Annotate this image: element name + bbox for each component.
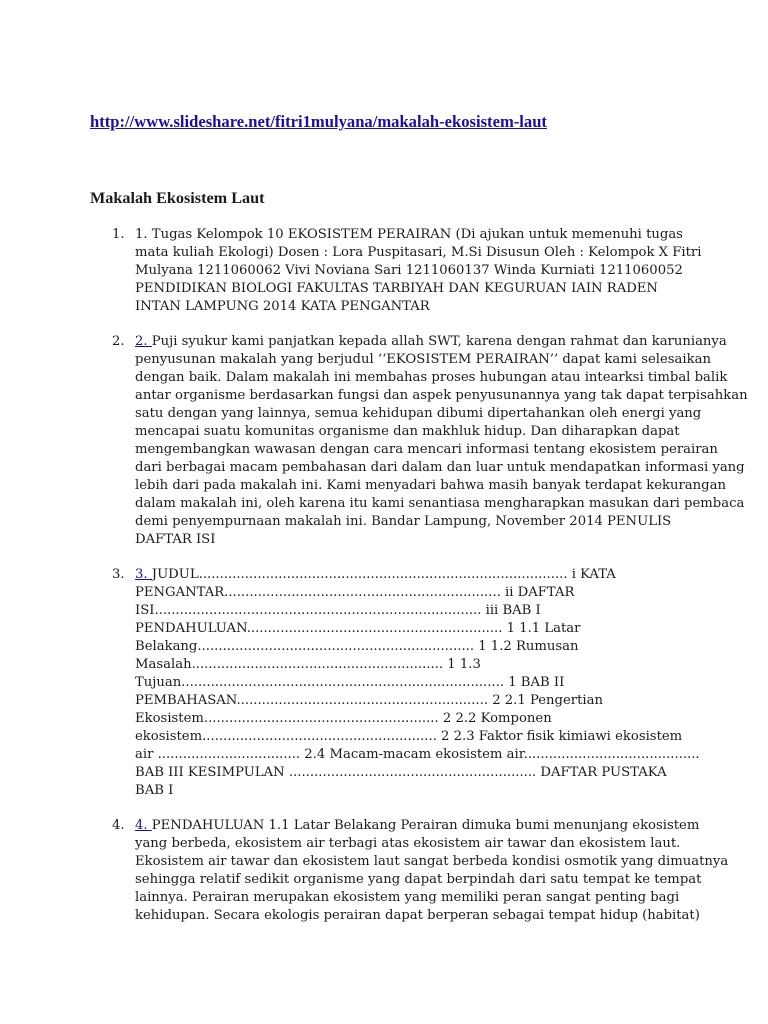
paragraph-line: [135, 369, 728, 387]
paragraph-line: [135, 244, 702, 262]
paragraph-line: [135, 477, 726, 495]
slide-link[interactable]: 3.: [135, 567, 152, 582]
list-item: [0, 333, 748, 549]
line-text: PENDAHULUAN............................................................. 1 1.1 Latar: [135, 621, 581, 636]
paragraph-line: [135, 298, 683, 316]
line-text: dengan baik. Dalam makalah ini membahas proses hubungan atau intearksi timbal balik: [135, 370, 728, 385]
content-list: [0, 226, 768, 942]
line-text: sehingga relatif sedikit organisme yang dapat berpindah dari satu tempat ke tempat: [135, 872, 702, 887]
paragraph-line: [135, 495, 745, 513]
list-item: [0, 817, 729, 925]
paragraph-line: [135, 782, 683, 800]
line-text: antar organisme berdasarkan fungsi dan aspek penyusunannya yang tak dapat terpisahkan: [135, 388, 748, 403]
line-text: PENGANTAR.................................................................. ii DAFTAR: [135, 585, 575, 600]
slide-link[interactable]: 2.: [135, 334, 152, 349]
paragraph-line: [135, 602, 683, 620]
paragraph-line: [135, 871, 702, 889]
line-text: DAFTAR ISI: [135, 532, 216, 547]
list-item: [0, 226, 702, 316]
list-item-number: 2.: [112, 334, 125, 349]
paragraph-line: [135, 728, 683, 746]
line-text: 1. Tugas Kelompok 10 EKOSISTEM PERAIRAN (Di ajukan untuk memenuhi tugas: [135, 227, 683, 242]
line-text: dari berbagai macam pembahasan dari dalam dan luar untuk mendapatkan informasi yang: [135, 460, 745, 475]
paragraph-line: [135, 764, 683, 782]
line-text: Masalah............................................................ 1 1.3: [135, 657, 481, 672]
line-text: JUDUL........................................................................................ i KATA: [151, 567, 616, 582]
slide-link[interactable]: 4.: [135, 818, 152, 833]
line-text: air .................................. 2.4 Macam-macam ekosistem air..........................................: [135, 747, 700, 762]
paragraph-line: [135, 746, 700, 764]
line-text: mencapai suatu komunitas organisme dan makhluk hidup. Dan diharapkan dapat: [135, 424, 680, 439]
line-text: yang berbeda, ekosistem air terbagi atas ekosistem air tawar dan ekosistem laut.: [135, 836, 681, 851]
line-text: Puji syukur kami panjatkan kepada allah SWT, karena dengan rahmat dan karunianya: [151, 334, 727, 349]
list-item-number: 1.: [112, 227, 125, 242]
list-item-number: 4.: [112, 818, 125, 833]
line-text: demi penyempurnaan makalah ini. Bandar Lampung, November 2014 PENULIS: [135, 514, 672, 529]
paragraph-line: [135, 513, 683, 531]
paragraph-line: [135, 351, 711, 369]
paragraph-line: [135, 566, 683, 584]
paragraph-line: [135, 280, 683, 298]
line-text: BAB III KESIMPULAN ........................................................... DAFTAR PUSTAKA: [135, 765, 667, 780]
line-text: INTAN LAMPUNG 2014 KATA PENGANTAR: [135, 299, 430, 314]
paragraph-line: [135, 387, 748, 405]
paragraph-line: [135, 262, 683, 280]
paragraph-line: [135, 459, 745, 477]
line-text: dalam makalah ini, oleh karena itu kami senantiasa mengharapkan masukan dari pembaca: [135, 496, 745, 511]
line-text: PEMBAHASAN............................................................ 2 2.1 Pengertian: [135, 693, 603, 708]
paragraph-line: [135, 405, 702, 423]
line-text: mengembangkan wawasan dengan cara mencari informasi tentang ekosistem perairan: [135, 442, 718, 457]
paragraph-line: [135, 333, 727, 351]
line-text: lebih dari pada makalah ini. Kami menyadari bahwa masih banyak terdapat kekurangan: [135, 478, 726, 493]
line-text: Ekosistem air tawar dan ekosistem laut sangat berbeda kondisi osmotik yang dimuatnya: [135, 854, 729, 869]
line-text: kehidupan. Secara ekologis perairan dapat berperan sebagai tempat hidup (habitat): [135, 908, 700, 923]
line-text: Tujuan............................................................................. 1 BAB II: [135, 675, 565, 690]
line-text: lainnya. Perairan merupakan ekosistem yang memiliki peran sangat penting bagi: [135, 890, 680, 905]
line-text: mata kuliah Ekologi) Dosen : Lora Puspitasari, M.Si Disusun Oleh : Kelompok X Fitri: [135, 245, 702, 260]
paragraph-line: [135, 620, 683, 638]
list-item-number: 3.: [112, 567, 125, 582]
paragraph-line: [135, 907, 700, 925]
source-link[interactable]: http://www.slideshare.net/fitri1mulyana/makalah-ekosistem-laut: [90, 112, 547, 131]
line-text: Belakang.................................................................. 1 1.2 Rumusan: [135, 639, 579, 654]
paragraph-line: [135, 853, 729, 871]
line-text: penyusunan makalah yang berjudul ‘‘EKOSISTEM PERAIRAN’’ dapat kami selesaikan: [135, 352, 711, 367]
line-text: satu dengan yang lainnya, semua kehidupan dibumi dipertahankan oleh energi yang: [135, 406, 702, 421]
line-text: Mulyana 1211060062 Vivi Noviana Sari 1211060137 Winda Kurniati 1211060052: [135, 263, 683, 278]
paragraph-line: [135, 656, 683, 674]
paragraph-line: [135, 441, 718, 459]
paragraph-line: [135, 226, 683, 244]
line-text: ISI.............................................................................. iii BAB I: [135, 603, 541, 618]
list-item: [0, 566, 700, 800]
line-text: BAB I: [135, 783, 174, 798]
paragraph-line: [135, 692, 683, 710]
paragraph-line: [135, 817, 700, 835]
paragraph-line: [135, 584, 683, 602]
line-text: PENDIDIKAN BIOLOGI FAKULTAS TARBIYAH DAN KEGURUAN IAIN RADEN: [135, 281, 658, 296]
document-title: Makalah Ekosistem Laut: [90, 189, 265, 207]
paragraph-line: [135, 710, 683, 728]
paragraph-line: [135, 889, 683, 907]
line-text: Ekosistem........................................................ 2 2.2 Komponen: [135, 711, 552, 726]
paragraph-line: [135, 638, 683, 656]
paragraph-line: [135, 674, 683, 692]
paragraph-line: [135, 835, 683, 853]
paragraph-line: [135, 423, 683, 441]
paragraph-line: [135, 531, 683, 549]
line-text: PENDAHULUAN 1.1 Latar Belakang Perairan dimuka bumi menunjang ekosistem: [151, 818, 700, 833]
line-text: ekosistem........................................................ 2 2.3 Faktor fisik kimiawi ekosistem: [135, 729, 683, 744]
